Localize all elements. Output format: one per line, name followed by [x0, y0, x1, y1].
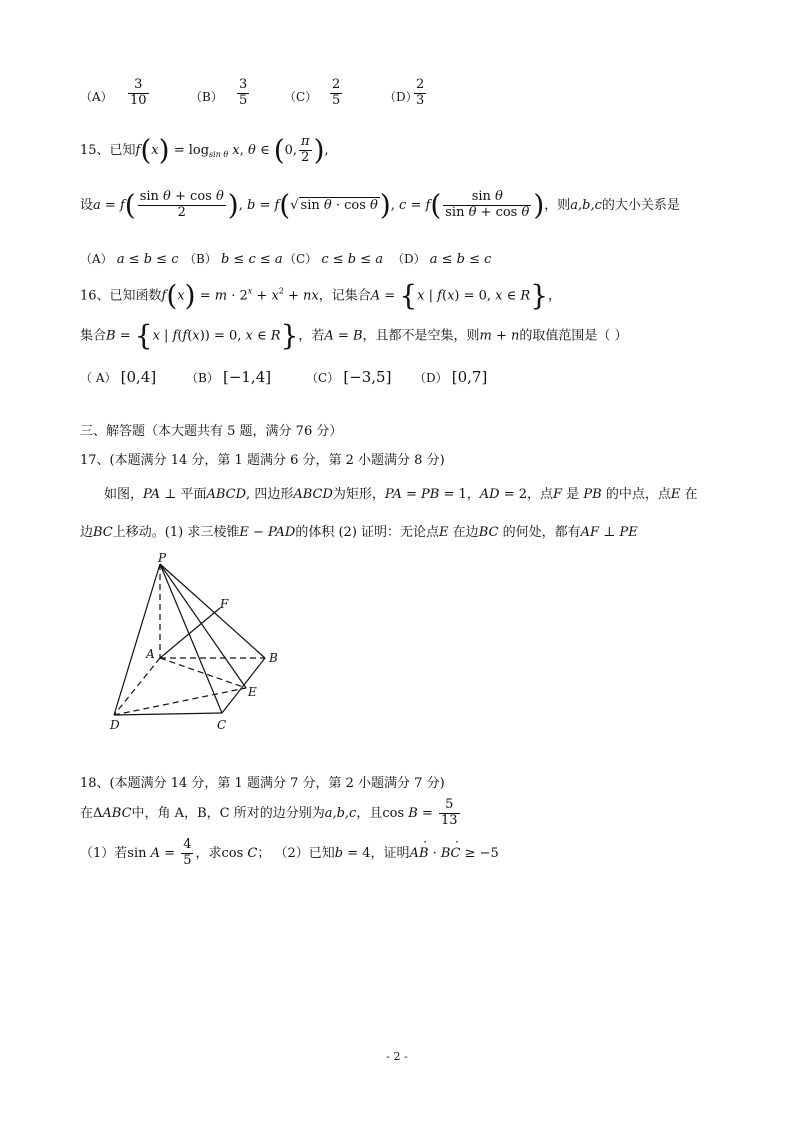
label-d: D [110, 718, 120, 732]
math-expr: x [495, 288, 503, 304]
math-expr: b [246, 197, 256, 213]
numerator: sin θ [443, 190, 531, 206]
q18-header: 18、(本题满分 14 分，第 1 题满分 7 分，第 2 小题满分 7 分) [80, 776, 445, 791]
math-expr: f [274, 197, 280, 213]
sina-fraction [181, 838, 193, 869]
edge-pe [160, 564, 246, 688]
text: 边 [80, 525, 94, 540]
option-expr: [−1,4] [222, 368, 272, 386]
math-expr: A [150, 845, 161, 861]
fraction-a [138, 190, 226, 221]
math-expr: x [151, 142, 159, 158]
math-expr: BC [478, 525, 499, 540]
q16-option-c [306, 368, 391, 386]
math-expr: B· C [441, 846, 461, 861]
math-expr: x [271, 288, 279, 304]
q17-stem-line1: 如图，PA ⊥ 平面ABCD, 四边形ABCD为矩形，PA = PB = 1，AD = 2，点F 是 PB 的中点，点E 在 [104, 487, 698, 502]
math-expr: F [553, 487, 563, 502]
text: 的中点，点 [605, 487, 671, 502]
q17-stem-line2: 边BC上移动。(1) 求三棱锥E − PAD的体积 (2) 证明：无论点E 在边BC 的何处，都有AF ⊥ PE [80, 525, 638, 540]
math-expr: x [152, 328, 160, 344]
numerator: 2 [332, 77, 341, 92]
math-expr: f [182, 328, 188, 344]
denominator: 3 [416, 92, 425, 108]
section-3-header: 三、解答题（本大题共有 5 题，满分 76 分） [80, 424, 343, 439]
math-expr: a,b,c [570, 197, 602, 213]
math-expr: f [425, 197, 431, 213]
edge-pc [160, 564, 222, 713]
text: ，且 [356, 805, 383, 821]
math-expr: a,b,c [324, 805, 357, 821]
pyramid-figure [100, 550, 290, 740]
math-paren: ( [273, 133, 285, 167]
q16-option-b [186, 368, 271, 386]
denominator: 13 [441, 812, 458, 828]
edge-ae [160, 658, 246, 688]
math-expr: ABCD [206, 487, 247, 502]
q14-option-c-fraction [330, 78, 342, 109]
text: 集合 [80, 328, 107, 344]
math-expr: x [417, 288, 425, 304]
math-expr: c [399, 197, 407, 213]
option-label: （C） [284, 90, 318, 104]
math-paren: ) [227, 188, 239, 222]
text: 平面 [180, 487, 207, 502]
q16-option-d [414, 368, 487, 386]
numerator: sin θ + cos θ [139, 189, 224, 204]
option-label: （ A） [80, 371, 117, 385]
cosb-fraction [439, 798, 460, 829]
q18-stem-line2: （1）若sin A = $\frac{4}{5}$ ，求cos C； （2）已知b = 4，证明A· B · B· C ≥ −5 [80, 838, 794, 869]
numerator: 2 [416, 77, 425, 92]
math-expr: f [437, 288, 442, 304]
label-f: F [220, 597, 229, 611]
edge-dc [114, 713, 222, 715]
math-expr: R [520, 288, 531, 304]
text: 是 [566, 487, 580, 502]
text: 的体积 (2) 证明：无论点 [295, 525, 440, 540]
math-expr: b [334, 845, 344, 861]
math-expr: x [232, 142, 240, 158]
text: 设 [80, 197, 94, 213]
math-expr: E [670, 487, 681, 502]
math-paren: ( [279, 188, 291, 222]
option-expr: a ≤ b ≤ c [429, 252, 492, 267]
option-expr: c ≤ b ≤ a [321, 252, 383, 267]
math-paren: { [399, 279, 418, 312]
math-expr: nx [303, 288, 319, 304]
option-label: （B） [186, 371, 219, 385]
text: 为矩形， [332, 487, 385, 502]
option-label: （C） [284, 252, 318, 266]
math-expr: a [93, 197, 101, 213]
math-expr: θ [247, 142, 256, 158]
math-expr: x [245, 328, 253, 344]
option-label: （B） [190, 90, 223, 104]
q18-stem-line1: 在ΔABC中，角 A，B，C 所对的边分别为a,b,c，且cos B = $\frac{5}{13}$ [80, 797, 458, 828]
text: ； （2）已知 [257, 845, 335, 861]
label-a: A [146, 647, 155, 661]
option-label: （B） [184, 252, 217, 266]
q15-option-b [184, 250, 283, 267]
numerator: 5 [439, 798, 460, 814]
denominator: sin θ + cos θ [445, 204, 530, 220]
math-expr: f [172, 328, 178, 344]
text: 的大小关系是 [601, 197, 680, 213]
q15-option-a [80, 250, 178, 267]
option-label: （D） [414, 371, 448, 385]
label-b: B [269, 651, 278, 665]
q14-option-d-fraction [414, 78, 426, 109]
math-paren: { [134, 319, 153, 352]
page-number: - 2 - [386, 1050, 408, 1063]
option-expr: a ≤ b ≤ c [116, 252, 179, 267]
math-subscript: sin θ [209, 149, 229, 159]
label-e: E [248, 685, 257, 699]
edge-pb [160, 564, 265, 658]
math-expr: x [192, 328, 200, 344]
option-label: （C） [306, 371, 340, 385]
option-expr: [0,7] [451, 368, 488, 386]
math-expr: m [214, 288, 228, 304]
math-expr: A = B [324, 328, 363, 344]
text: 上移动。(1) 求三棱锥 [112, 525, 240, 540]
q14-option-a [80, 88, 113, 105]
q16-stem-line1: 16、已知函数$f(x) = m \cdot 2^x + x^2$ + nx，记集合A = {x | f(x) = 0, x ∈ R}， [80, 279, 562, 312]
math-paren: ( [430, 188, 442, 222]
text: 的何处，都有 [502, 525, 581, 540]
math-expr: R [270, 328, 281, 344]
math-expr: x [447, 288, 455, 304]
sqrt-expr: sin θ · cos θ [300, 197, 378, 213]
text: 四边形 [254, 487, 294, 502]
math-expr: B [106, 328, 116, 344]
q15-option-c [284, 250, 383, 267]
math-paren: } [280, 319, 299, 352]
option-expr: [0,4] [120, 368, 157, 386]
text: ，点 [527, 487, 554, 502]
q15-stem-line2: 设a = f( $\frac{\text{sin θ + cos θ}}{2}$ ), b = f(√ sin θ · cos θ), c = f( $\frac{\text{sin θ}}{\text{sin θ + cos θ}}$ )，则a,b,c的大小关系是 [80, 188, 680, 222]
numerator: 4 [183, 837, 192, 852]
denominator: 5 [183, 852, 192, 868]
text: ，若 [298, 328, 325, 344]
math-expr: f [161, 288, 167, 304]
math-expr: A [370, 288, 381, 304]
text: ，且都不是空集，则 [362, 328, 480, 344]
option-label: （D） [384, 90, 418, 104]
question-number: 15、已知 [80, 142, 136, 158]
text: ，则 [544, 197, 571, 213]
math-expr: PB [583, 487, 602, 502]
edge-cb [222, 658, 265, 713]
numerator: 3 [128, 78, 149, 94]
option-label: （D） [392, 252, 426, 266]
edge-af-solid [160, 608, 220, 658]
math-paren: ) [533, 188, 545, 222]
q17-header: 17、(本题满分 14 分，第 1 题满分 6 分，第 2 小题满分 8 分) [80, 453, 445, 468]
math-expr: AD [479, 487, 500, 502]
text: （1）若 [80, 845, 128, 861]
option-expr: b ≤ c ≤ a [220, 252, 283, 267]
numerator: 3 [239, 77, 248, 92]
math-expr: E − PAD [239, 525, 296, 540]
label-c: C [217, 718, 227, 732]
math-expr: C [247, 845, 258, 861]
denominator: 10 [130, 92, 147, 108]
math-paren: ) [313, 133, 325, 167]
q16-stem-line2: 集合B = {x | f(f(x)) = 0, x ∈ R}，若A = B，且都不是空集，则m + n的取值范围是（ ） [80, 319, 628, 352]
q15-stem-line1: 15、已知$f(x) = \log_{sin \theta} x$, θ ∈ (0, $\frac{\pi}{2}$ ), [80, 133, 329, 167]
math-paren: ( [140, 133, 152, 167]
math-paren: ) [184, 279, 196, 312]
option-label: （A） [80, 252, 113, 266]
text: 如图， [104, 487, 144, 502]
math-expr: B [408, 805, 418, 821]
q14-option-d [384, 88, 418, 105]
math-expr: f [135, 142, 141, 158]
q14-option-b [190, 88, 223, 105]
option-expr: [−3,5] [343, 368, 392, 386]
q14-option-c [284, 88, 317, 105]
text: ，记集合 [318, 288, 371, 304]
math-expr: PB [421, 487, 440, 502]
text: ，证明 [370, 845, 410, 861]
math-expr: E [439, 525, 449, 540]
pi-over-2 [299, 135, 312, 166]
math-superscript: x [247, 286, 253, 296]
math-paren: ) [158, 133, 170, 167]
denominator: 5 [332, 92, 341, 108]
q16-option-a [80, 368, 156, 386]
math-expr: f [119, 197, 125, 213]
q14-option-a-fraction [128, 78, 149, 109]
math-expr: AF [580, 525, 600, 540]
math-paren: ) [379, 188, 391, 222]
text: 的取值范围是（ ） [519, 328, 628, 344]
text: 中，角 A，B，C 所对的边分别为 [131, 805, 325, 821]
math-expr: PA [384, 487, 402, 502]
numerator: π [301, 134, 310, 149]
math-expr: BC [93, 525, 113, 540]
math-paren: ( [166, 279, 178, 312]
math-expr: PA [143, 487, 160, 502]
text: 在 [80, 805, 94, 821]
denominator: 2 [177, 204, 186, 220]
math-expr: PE [619, 525, 638, 540]
math-expr: ABCD [293, 487, 333, 502]
text: ，求 [195, 845, 222, 861]
q15-option-d [392, 250, 491, 267]
edge-de [114, 688, 246, 715]
math-expr: A· B [410, 846, 429, 861]
text: 在边 [452, 525, 479, 540]
math-superscript: 2 [278, 286, 284, 296]
math-expr: m + n [479, 328, 520, 344]
fraction-c [443, 190, 531, 221]
denominator: 2 [301, 149, 310, 165]
edge-pd [114, 564, 160, 715]
math-expr: ABC [102, 805, 132, 821]
option-label: （A） [80, 90, 113, 104]
math-paren: } [530, 279, 549, 312]
math-expr: x [177, 288, 185, 304]
label-p: P [158, 551, 167, 565]
denominator: 5 [239, 92, 248, 108]
text: 在 [684, 487, 698, 502]
math-paren: ( [124, 188, 136, 222]
question-number: 16、已知函数 [80, 288, 162, 304]
q14-option-b-fraction [237, 78, 249, 109]
